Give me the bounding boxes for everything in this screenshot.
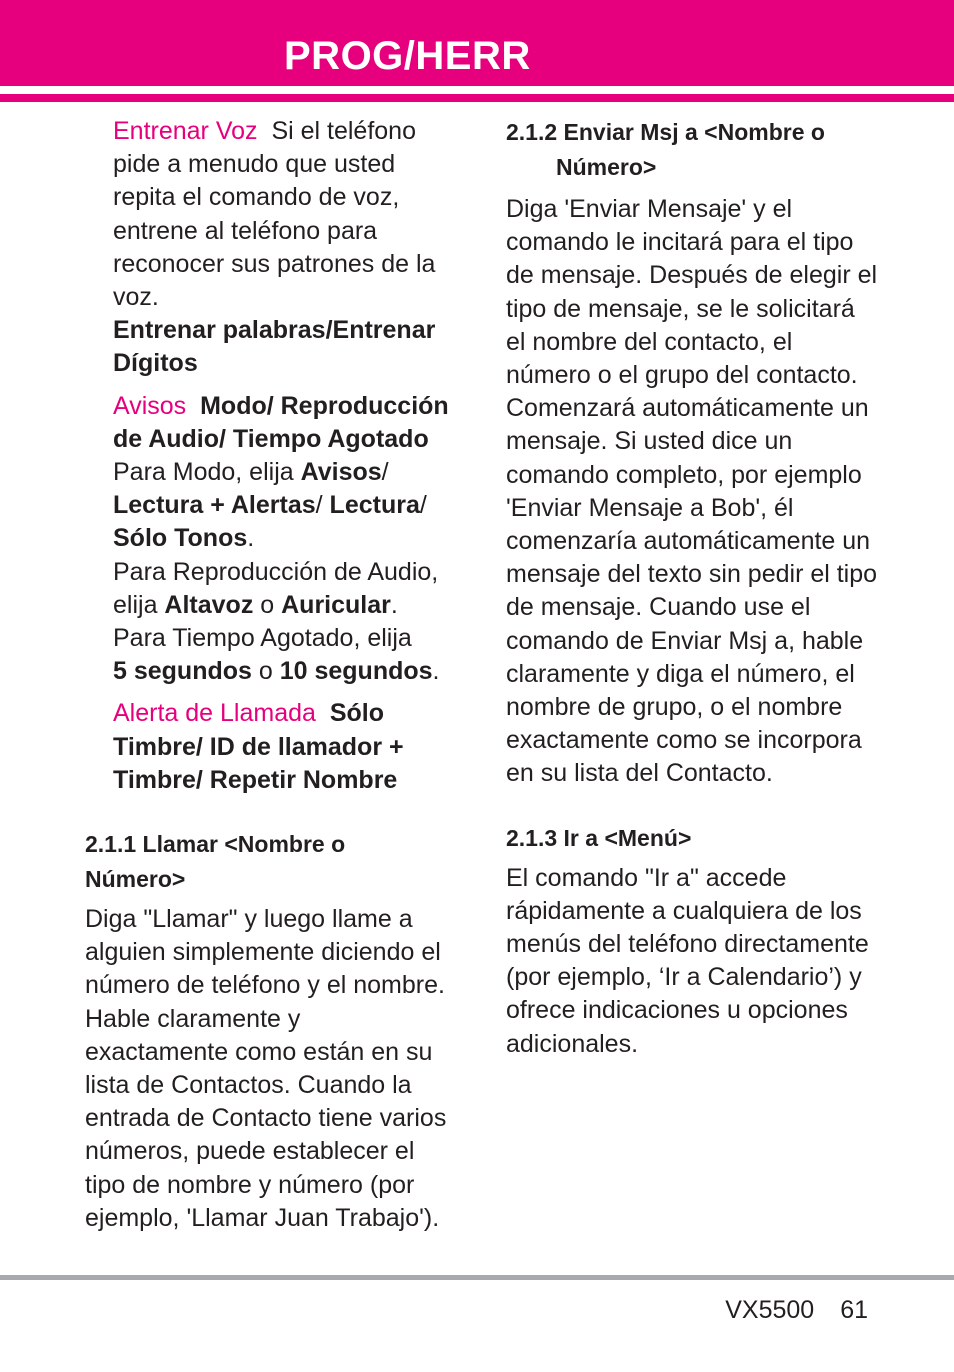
entrenar-voz-text: Si el teléfono pide a menudo que usted repita el comando de voz, entrene al teléfono para reconocer sus patrones de la voz. <box>113 117 436 312</box>
section-2-1-3 <box>506 821 878 1061</box>
avisos-modo: Para Modo, elija Avisos/ Lectura + Alertas/ Lectura/ Sólo Tonos. <box>113 458 427 553</box>
entrenar-voz-options: Entrenar palabras/Entrenar Dígitos <box>113 316 436 378</box>
avisos-audio: Para Reproducción de Audio, elija Altavoz o Auricular. <box>113 557 439 619</box>
alerta-options: Sólo Timbre/ ID de llamador + Timbre/ Repetir Nombre <box>113 699 404 794</box>
left-column <box>85 115 450 1235</box>
section-2-1-3-body: El comando "Ir a" accede rápidamente a cualquiera de los menús del teléfono directamente (por ejemplo, ‘Ir a Calendario’) y ofrece indicaciones u opciones adicionales. <box>506 863 869 1058</box>
alerta-entry <box>85 697 450 797</box>
avisos-tiempo: Para Tiempo Agotado, elija 5 segundos o 10 segundos. <box>113 624 440 686</box>
alerta-term: Alerta de Llamada <box>113 699 316 728</box>
section-2-1-1-body: Diga "Llamar" y luego llame a alguien simplemente diciendo el número de teléfono y el nombre. Hable claramente y exactamente como están en su lista de Contactos. Cuando la entrada de Contacto tiene varios números, puede establecer el tipo de nombre y número (por ejemplo, 'Llamar Juan Trabajo'). <box>85 905 447 1232</box>
avisos-header <box>113 390 450 456</box>
section-2-1-2 <box>506 115 878 791</box>
entrenar-voz-description <box>113 115 450 314</box>
section-2-1-1-heading: 2.1.1 Llamar <Nombre o Número> <box>85 831 346 893</box>
page-title: PROG/HERR <box>284 34 531 78</box>
avisos-entry <box>85 390 450 689</box>
section-2-1-2-body: Diga 'Enviar Mensaje' y el comando le incitará para el tipo de mensaje. Después de elegir el tipo de mensaje, se le solicitará el nombre del contacto, el número o el grupo del contacto. Comenzará automáticamente un mensaje. Si usted dice un comando completo, por ejemplo 'Enviar Mensaje a Bob', él comenzaría automáticamente un mensaje del texto sin pedir el tipo de mensaje. Cuando use el comando de Enviar Msj a, hable claramente y diga el número, el nombre de grupo, o el nombre exactamente como se incorpora en su lista del Contacto. <box>506 195 878 788</box>
section-2-1-3-heading: 2.1.3 Ir a <Menú> <box>506 824 692 851</box>
avisos-term: Avisos <box>113 391 187 420</box>
right-column <box>506 115 878 1061</box>
entrenar-voz-entry <box>85 115 450 381</box>
header-rule <box>0 94 954 102</box>
model-number: VX5500 <box>725 1296 815 1324</box>
avisos-options: Modo/ Reproducción de Audio/ Tiempo Agotado <box>113 391 449 453</box>
footer-rule <box>0 1275 954 1280</box>
section-2-1-2-heading-line1: 2.1.2 Enviar Msj a <Nombre o <box>506 119 825 145</box>
page-number: 61 <box>840 1296 868 1324</box>
page-footer <box>725 1292 868 1328</box>
section-2-1-2-heading-line2: Número> <box>556 154 657 180</box>
alerta-header <box>113 697 450 797</box>
section-2-1-1 <box>85 827 450 1235</box>
entrenar-voz-term: Entrenar Voz <box>113 117 258 145</box>
